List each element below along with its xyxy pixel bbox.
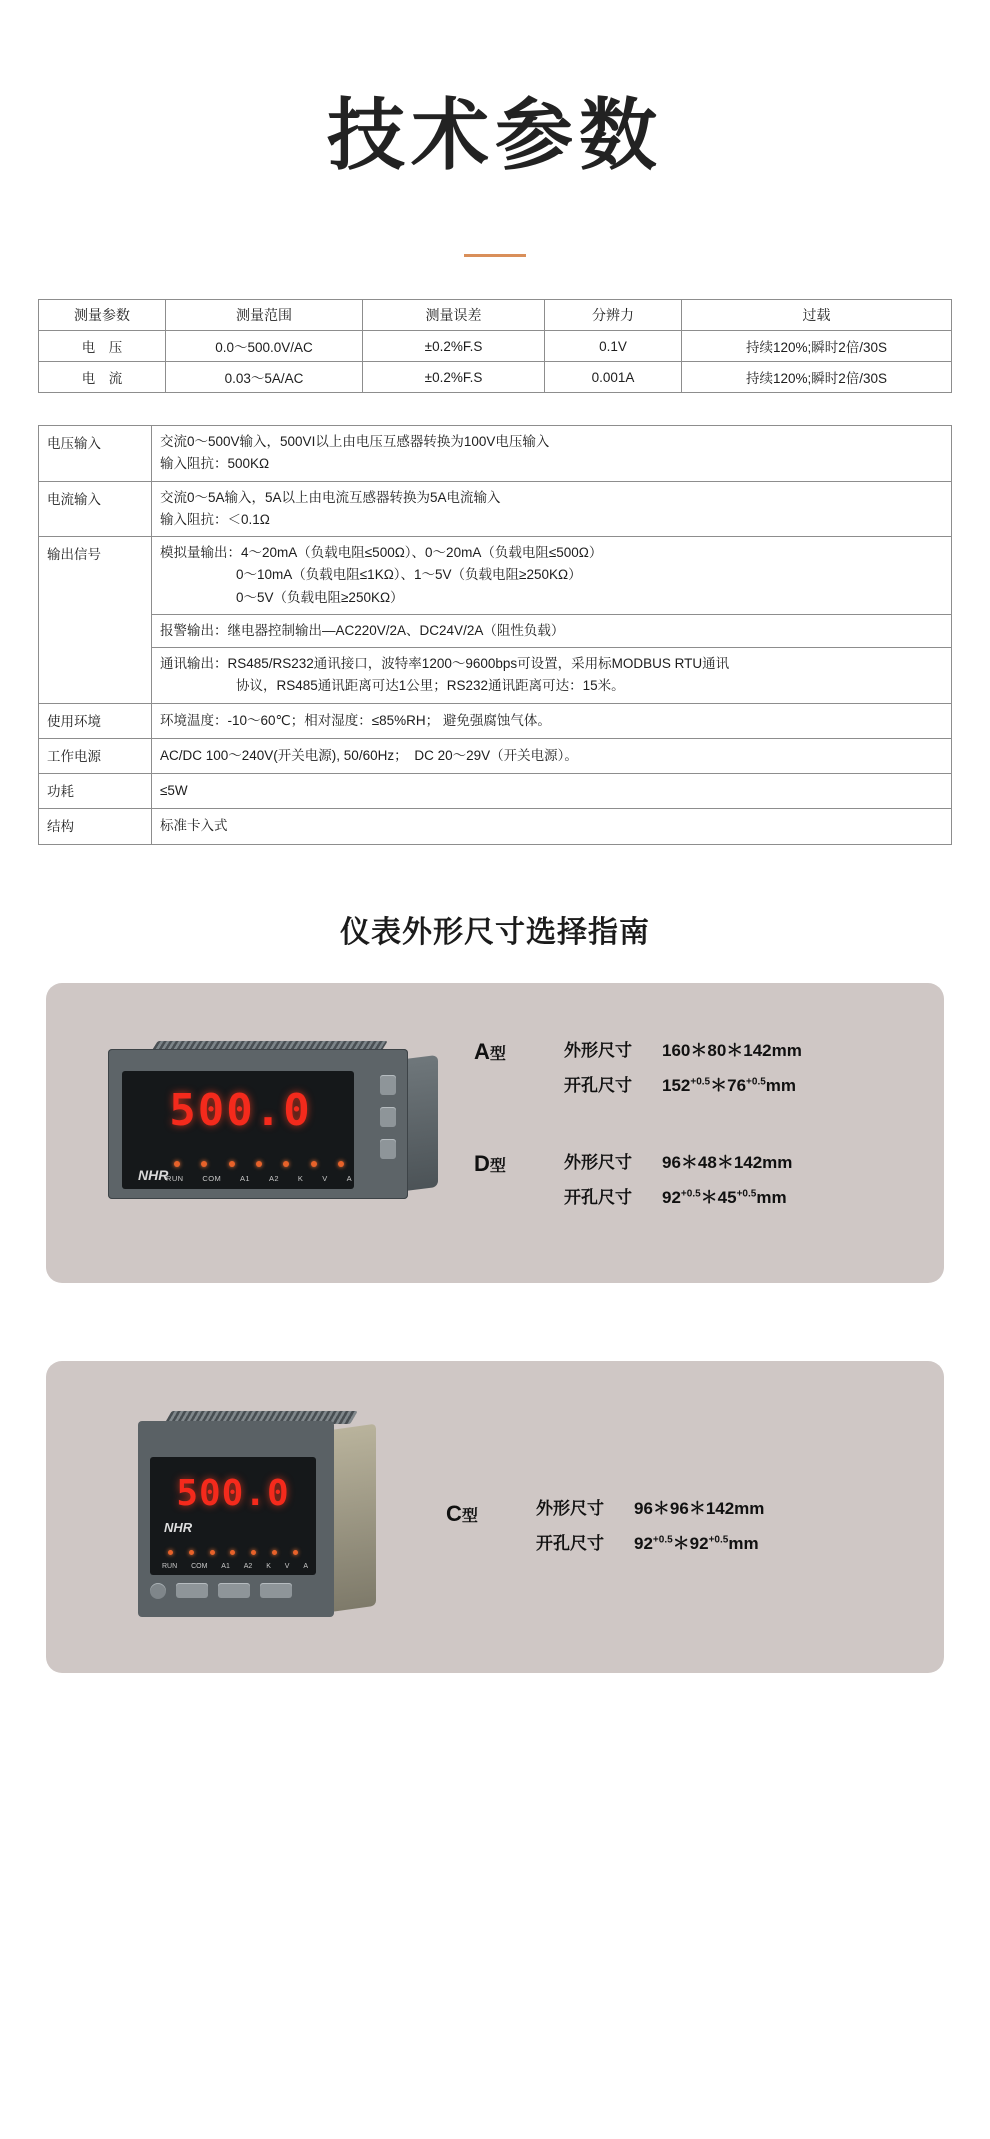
row-label-voltage-input: 电压输入 (39, 426, 152, 482)
model-tag-d (474, 1151, 506, 1177)
dimension-line-outer (564, 1033, 802, 1069)
meter-side-body (328, 1423, 376, 1612)
table-row-voltage-input (39, 426, 952, 482)
th-overload: 过载 (682, 300, 952, 331)
product-panel-a-d (46, 983, 944, 1283)
dimension-label: 开孔尺寸 (564, 1076, 632, 1096)
model-letter: C (446, 1500, 462, 1526)
meter-illustration-a-type (108, 1041, 438, 1207)
led-label: A1 (240, 1173, 251, 1183)
tolerance-sup: +0.5 (736, 1188, 757, 1200)
text-line: 输入阻抗：＜0.1Ω (160, 511, 270, 527)
model-letter: A (474, 1038, 490, 1064)
table-row-output-alarm (39, 614, 952, 647)
model-suffix: 型 (461, 1507, 478, 1525)
led-label: A (303, 1562, 308, 1570)
brand-logo: NHR (138, 1166, 169, 1183)
model-tag-a (474, 1039, 506, 1065)
led-label: A2 (268, 1173, 279, 1183)
table-row-current-input (39, 481, 952, 537)
th-measure-range: 测量范围 (166, 300, 363, 331)
dimension-line-outer (536, 1491, 764, 1527)
text-line: 模拟量输出：4～20mA（负载电阻≤500Ω）、0～20mA（负载电阻≤500Ω） (160, 545, 603, 561)
detail-table (38, 425, 952, 845)
led-label: A (346, 1173, 352, 1183)
power-button-icon (150, 1583, 166, 1599)
dimension-unit: mm (765, 1076, 797, 1096)
text-line: 交流0～5A输入，5A以上由电流互感器转换为5A电流输入 (160, 489, 501, 505)
led-indicator (168, 1550, 173, 1555)
tolerance-sup: +0.5 (690, 1076, 711, 1088)
led-indicator (229, 1161, 235, 1167)
row-label-current-input: 电流输入 (39, 481, 152, 537)
row-label-output-signal: 输出信号 (39, 537, 152, 704)
led-label: RUN (162, 1562, 178, 1570)
meter-button-column (380, 1075, 396, 1159)
status-led-row (168, 1550, 298, 1555)
cell-resolution-voltage: 0.1V (545, 331, 682, 362)
meter-front-case (138, 1421, 334, 1617)
dimension-unit: mm (756, 1188, 787, 1208)
dimension-mid: ＊92 (672, 1534, 709, 1554)
led-label: A1 (221, 1562, 230, 1570)
tolerance-sup: +0.5 (680, 1188, 701, 1200)
meter-illustration-c-type (138, 1397, 388, 1647)
led-label: COM (202, 1173, 222, 1183)
led-indicator (201, 1161, 207, 1167)
dimension-value: 96＊96＊142mm (634, 1498, 765, 1518)
meter-digits: 500.0 (176, 1472, 290, 1514)
meter-key-row (150, 1583, 320, 1599)
dimensions-d (564, 1145, 792, 1216)
text-line: 交流0～500V输入，500VI以上由电压互感器转换为100V电压输入 (160, 434, 550, 449)
dimension-label: 开孔尺寸 (536, 1534, 604, 1554)
table-row-output-signal (39, 537, 952, 615)
model-suffix: 型 (489, 1045, 506, 1063)
dimension-label: 外形尺寸 (536, 1498, 604, 1518)
status-led-row (174, 1161, 344, 1167)
dimension-label: 开孔尺寸 (564, 1188, 632, 1208)
status-led-labels (162, 1563, 308, 1570)
dimension-value: 160＊80＊142mm (662, 1040, 802, 1060)
text-line: 报警输出：继电器控制输出—AC220V/2A、DC24V/2A（阻性负载） (160, 622, 565, 638)
row-value-output-analog (152, 537, 952, 615)
th-measure-error: 测量误差 (363, 300, 545, 331)
table-header-row (39, 300, 952, 331)
cell-error-voltage: ±0.2%F.S (363, 331, 545, 362)
status-led-labels (166, 1174, 352, 1183)
table-row-output-comm (39, 648, 952, 704)
dimensions-a (564, 1033, 802, 1104)
row-value-output-alarm (152, 614, 952, 647)
led-indicator (311, 1161, 317, 1167)
led-indicator (189, 1550, 194, 1555)
text-line: 协议，RS485通讯距离可达1公里；RS232通讯距离可达：15米。 (236, 678, 625, 694)
row-label-power-consumption: 功耗 (39, 774, 152, 809)
title-divider (464, 254, 526, 257)
row-value-current-input (152, 481, 952, 537)
meter-digits: 500.0 (169, 1084, 312, 1136)
text-line: 输入阻抗：500KΩ (160, 456, 270, 472)
text-line: 通讯输出：RS485/RS232通讯接口，波特率1200～9600bps可设置，采用标MODBUS RTU通讯 (160, 656, 730, 672)
tolerance-sup: +0.5 (652, 1534, 673, 1546)
section-title-dimension-guide: 仪表外形尺寸选择指南 (340, 915, 650, 949)
cell-resolution-current: 0.001A (545, 362, 682, 393)
row-label-environment: 使用环境 (39, 703, 152, 738)
meter-key-button (380, 1139, 396, 1159)
page-title: 技术参数 (326, 91, 663, 179)
dimension-label: 外形尺寸 (564, 1040, 632, 1060)
led-indicator (174, 1161, 180, 1167)
table-row-power-consumption (39, 774, 952, 809)
led-indicator (283, 1161, 289, 1167)
cell-param-voltage: 电 压 (39, 331, 166, 362)
spec-table (38, 299, 952, 393)
cell-error-current: ±0.2%F.S (363, 362, 545, 393)
led-indicator (338, 1161, 344, 1167)
led-label: COM (191, 1562, 208, 1570)
text-line: 0～5V（负载电阻≥250KΩ） (236, 589, 404, 605)
led-indicator (210, 1550, 215, 1555)
detail-table-wrap (38, 425, 952, 845)
cell-param-current: 电 流 (39, 362, 166, 393)
led-indicator (256, 1161, 262, 1167)
model-tag-c (446, 1501, 478, 1527)
model-letter: D (474, 1150, 490, 1176)
dimension-label: 外形尺寸 (564, 1152, 632, 1172)
row-value-output-comm (152, 648, 952, 704)
row-label-structure: 结构 (39, 809, 152, 844)
cell-overload-voltage: 持续120%;瞬时2倍/30S (682, 331, 952, 362)
table-row-power-supply (39, 738, 952, 773)
meter-side-body (404, 1055, 438, 1191)
spec-table-wrap (38, 299, 952, 393)
meter-display-face (122, 1071, 354, 1189)
led-label: V (284, 1562, 290, 1570)
meter-front-case (108, 1049, 408, 1199)
text-line: 0～10mA（负载电阻≤1KΩ）、1～5V（负载电阻≥250KΩ） (236, 567, 582, 583)
cell-range-voltage: 0.0～500.0V/AC (166, 331, 363, 362)
row-value-voltage-input (152, 426, 952, 482)
row-value-power-consumption: ≤5W (152, 774, 952, 809)
dimension-value: 92 (662, 1188, 681, 1208)
led-label: RUN (166, 1173, 184, 1183)
th-measure-param: 测量参数 (39, 300, 166, 331)
led-label: V (322, 1173, 328, 1183)
dimension-value: 96＊48＊142mm (662, 1152, 793, 1172)
cell-range-current: 0.03～5A/AC (166, 362, 363, 393)
row-value-structure: 标准卡入式 (152, 809, 952, 844)
row-value-environment: 环境温度：-10～60℃；相对湿度：≤85%RH； 避免强腐蚀气体。 (152, 703, 952, 738)
dimension-value: 92 (634, 1534, 653, 1554)
meter-key-button (380, 1075, 396, 1095)
dimension-mid: ＊76 (710, 1076, 747, 1096)
dimension-line-outer (564, 1145, 792, 1181)
led-label: A2 (243, 1562, 253, 1570)
table-row (39, 331, 952, 362)
dimension-line-cutout (564, 1180, 792, 1216)
led-indicator (230, 1550, 235, 1555)
table-row-environment (39, 703, 952, 738)
dimensions-c (536, 1491, 764, 1562)
table-row (39, 362, 952, 393)
led-indicator (272, 1550, 277, 1555)
tolerance-sup: +0.5 (746, 1076, 766, 1088)
th-resolution: 分辨力 (545, 300, 682, 331)
dimension-line-cutout (536, 1526, 764, 1562)
meter-key-button (260, 1583, 292, 1598)
model-suffix: 型 (489, 1157, 506, 1175)
led-label: K (266, 1562, 271, 1570)
dimension-mid: ＊45 (700, 1188, 737, 1208)
meter-display-face (150, 1457, 316, 1575)
meter-key-button (218, 1583, 250, 1598)
led-indicator (251, 1550, 256, 1555)
led-indicator (293, 1550, 298, 1555)
meter-key-button (176, 1583, 208, 1598)
row-value-power-supply: AC/DC 100～240V(开关电源), 50/60Hz； DC 20～29V（开关电源）。 (152, 738, 952, 773)
brand-logo: NHR (164, 1519, 193, 1535)
dimension-line-cutout (564, 1068, 802, 1104)
product-panel-c (46, 1361, 944, 1673)
tolerance-sup: +0.5 (708, 1534, 729, 1546)
meter-key-button (380, 1107, 396, 1127)
dimension-unit: mm (728, 1534, 759, 1554)
led-label: K (297, 1173, 304, 1183)
dimension-value: 152 (662, 1076, 691, 1096)
table-row-structure (39, 809, 952, 844)
cell-overload-current: 持续120%;瞬时2倍/30S (682, 362, 952, 393)
row-label-power-supply: 工作电源 (39, 738, 152, 773)
